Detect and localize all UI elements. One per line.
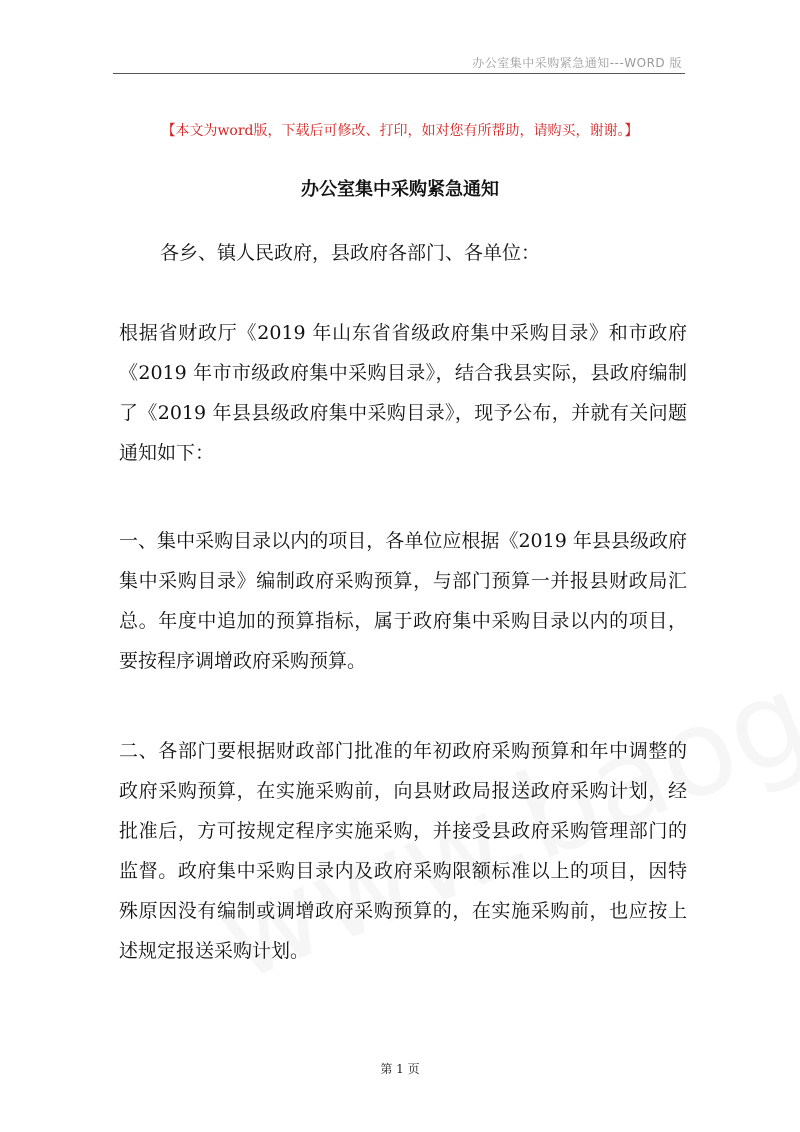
page-number: 第 1 页 <box>380 1062 420 1076</box>
document-title: 办公室集中采购紧急通知 <box>301 179 499 200</box>
page-header: 办公室集中采购紧急通知---WORD 版 <box>472 56 682 70</box>
paragraph-item-one: 一、集中采购目录以内的项目，各单位应根据《2019 年县县级政府集中采购目录》编制政府采购预算，与部门预算一并报县财政局汇总。年度中追加的预算指标，属于政府集中采购目录以内的项目，要按程序调增政府采购预算。 <box>119 530 687 672</box>
paragraph-item-two: 二、各部门要根据财政部门批准的年初政府采购预算和年中调整的政府采购预算，在实施采购前，向县财政局报送政府采购计划，经批准后，方可按规定程序实施采购，并接受县政府采购管理部门的监督。政府集中采购目录内及政府采购限额标准以上的项目，因特殊原因没有编制或调增政府采购预算的，在实施采购前，也应按上述规定报送采购计划。 <box>119 740 687 962</box>
paragraph-intro: 根据省财政厅《2019 年山东省省级政府集中采购目录》和市政府《2019 年市市级政府集中采购目录》，结合我县实际，县政府编制了《2019 年县县级政府集中采购目录》，现予公布，并就有关问题通知如下： <box>119 322 687 464</box>
salutation: 各乡、镇人民政府，县政府各部门、各单位： <box>160 242 541 264</box>
purchase-notice: 【本文为word版，下载后可修改、打印，如对您有所帮助，请购买，谢谢。】 <box>161 123 639 139</box>
header-divider <box>113 73 685 74</box>
